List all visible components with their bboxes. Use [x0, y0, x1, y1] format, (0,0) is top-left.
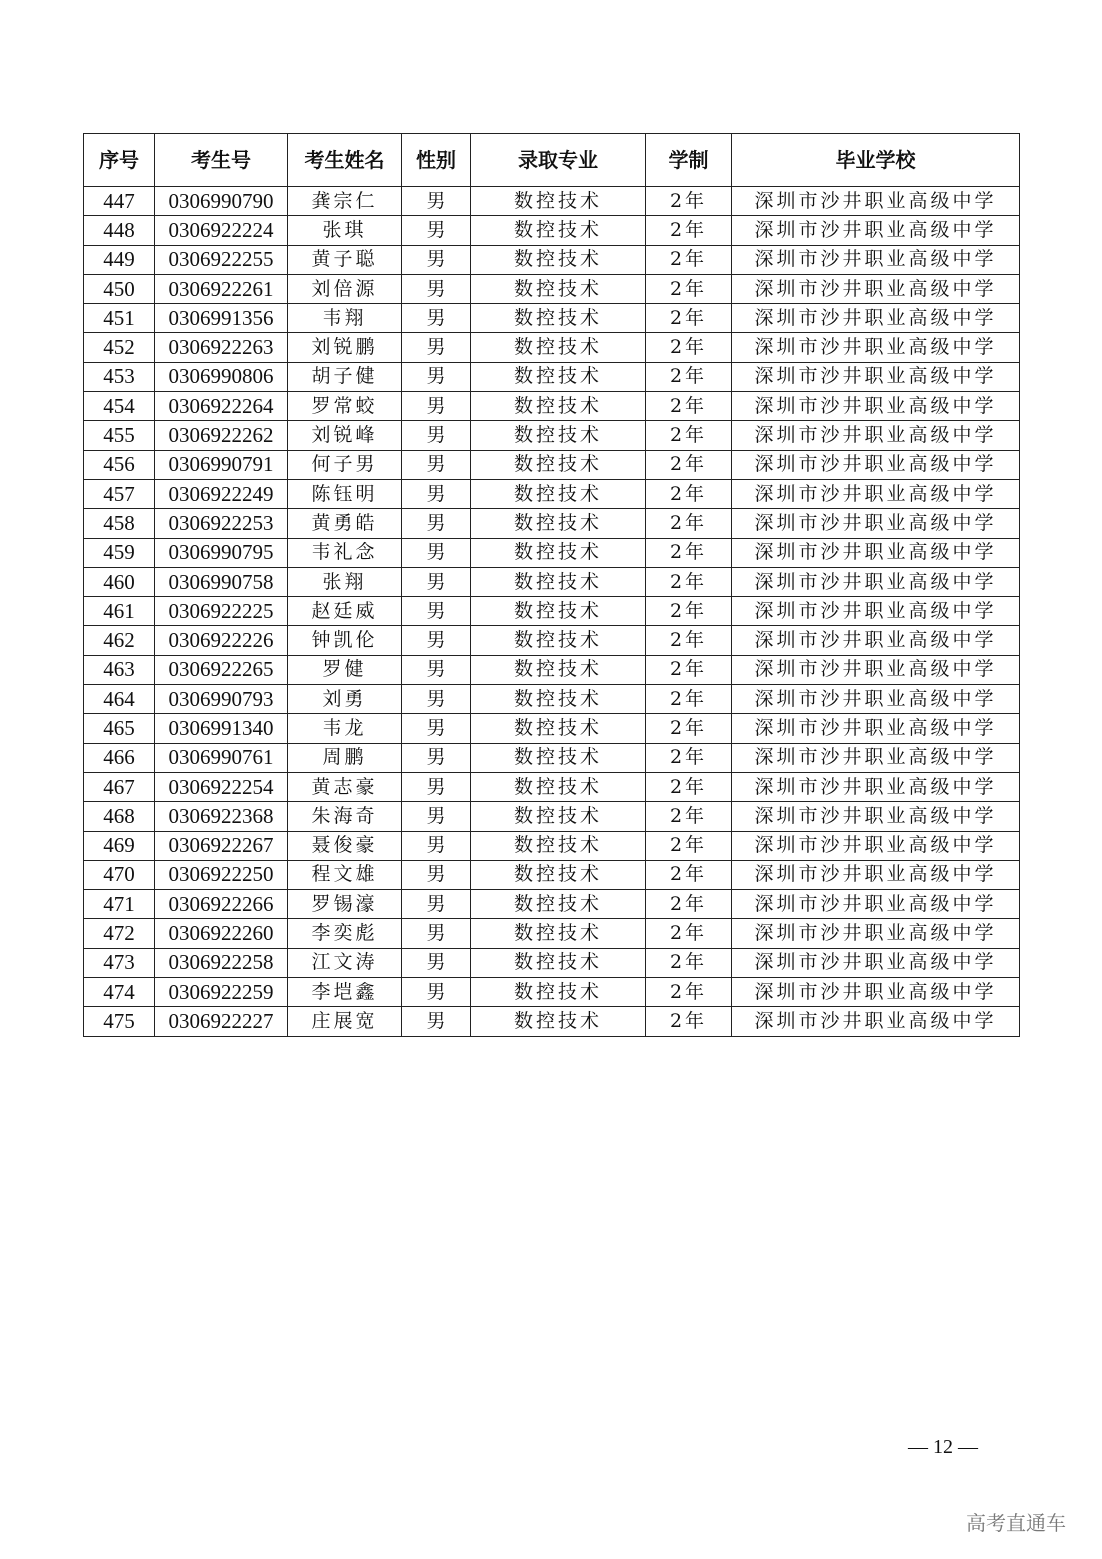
- cell-name: 刘倍源: [288, 274, 402, 303]
- cell-duration: 2年: [646, 187, 732, 216]
- cell-name: 程文雄: [288, 860, 402, 889]
- table-row: [84, 831, 1020, 860]
- table-row: [84, 1007, 1020, 1036]
- cell-name: 江文涛: [288, 948, 402, 977]
- cell-gender: 男: [402, 772, 471, 801]
- table-row: [84, 597, 1020, 626]
- cell-duration: 2年: [646, 948, 732, 977]
- cell-index: 464: [84, 685, 155, 714]
- table-row: [84, 333, 1020, 362]
- cell-school: 深圳市沙井职业高级中学: [732, 626, 1020, 655]
- table-row: [84, 860, 1020, 889]
- cell-gender: 男: [402, 597, 471, 626]
- cell-name: 韦礼念: [288, 538, 402, 567]
- cell-duration: 2年: [646, 919, 732, 948]
- cell-exam-id: 0306991340: [155, 714, 288, 743]
- cell-duration: 2年: [646, 978, 732, 1007]
- cell-name: 刘锐鹏: [288, 333, 402, 362]
- cell-name: 龚宗仁: [288, 187, 402, 216]
- cell-gender: 男: [402, 274, 471, 303]
- cell-exam-id: 0306990795: [155, 538, 288, 567]
- cell-duration: 2年: [646, 1007, 732, 1036]
- cell-duration: 2年: [646, 421, 732, 450]
- cell-index: 452: [84, 333, 155, 362]
- cell-major: 数控技术: [471, 274, 646, 303]
- cell-major: 数控技术: [471, 597, 646, 626]
- header-duration: 学制: [646, 134, 732, 187]
- cell-name: 黄子聪: [288, 245, 402, 274]
- cell-duration: 2年: [646, 743, 732, 772]
- cell-school: 深圳市沙井职业高级中学: [732, 685, 1020, 714]
- table-row: [84, 304, 1020, 333]
- cell-major: 数控技术: [471, 978, 646, 1007]
- cell-duration: 2年: [646, 538, 732, 567]
- cell-gender: 男: [402, 743, 471, 772]
- cell-index: 453: [84, 362, 155, 391]
- cell-exam-id: 0306922226: [155, 626, 288, 655]
- cell-gender: 男: [402, 802, 471, 831]
- cell-gender: 男: [402, 187, 471, 216]
- cell-gender: 男: [402, 333, 471, 362]
- cell-gender: 男: [402, 362, 471, 391]
- cell-major: 数控技术: [471, 860, 646, 889]
- cell-name: 聂俊豪: [288, 831, 402, 860]
- cell-exam-id: 0306990793: [155, 685, 288, 714]
- cell-school: 深圳市沙井职业高级中学: [732, 919, 1020, 948]
- cell-gender: 男: [402, 1007, 471, 1036]
- table-row: [84, 772, 1020, 801]
- table-row: [84, 538, 1020, 567]
- cell-duration: 2年: [646, 802, 732, 831]
- cell-school: 深圳市沙井职业高级中学: [732, 802, 1020, 831]
- cell-exam-id: 0306922259: [155, 978, 288, 1007]
- cell-school: 深圳市沙井职业高级中学: [732, 890, 1020, 919]
- table-row: [84, 978, 1020, 1007]
- cell-school: 深圳市沙井职业高级中学: [732, 304, 1020, 333]
- cell-duration: 2年: [646, 216, 732, 245]
- cell-index: 448: [84, 216, 155, 245]
- cell-gender: 男: [402, 567, 471, 596]
- table-row: [84, 421, 1020, 450]
- cell-exam-id: 0306922225: [155, 597, 288, 626]
- cell-major: 数控技术: [471, 802, 646, 831]
- cell-school: 深圳市沙井职业高级中学: [732, 421, 1020, 450]
- cell-major: 数控技术: [471, 245, 646, 274]
- cell-name: 何子男: [288, 450, 402, 479]
- cell-exam-id: 0306922261: [155, 274, 288, 303]
- cell-gender: 男: [402, 509, 471, 538]
- cell-school: 深圳市沙井职业高级中学: [732, 333, 1020, 362]
- cell-major: 数控技术: [471, 714, 646, 743]
- cell-major: 数控技术: [471, 333, 646, 362]
- table-row: [84, 919, 1020, 948]
- table-header-row: [84, 134, 1020, 187]
- cell-duration: 2年: [646, 626, 732, 655]
- cell-index: 475: [84, 1007, 155, 1036]
- header-index: 序号: [84, 134, 155, 187]
- cell-name: 朱海奇: [288, 802, 402, 831]
- table-row: [84, 743, 1020, 772]
- cell-exam-id: 0306922267: [155, 831, 288, 860]
- table-row: [84, 714, 1020, 743]
- cell-exam-id: 0306991356: [155, 304, 288, 333]
- cell-index: 472: [84, 919, 155, 948]
- cell-index: 447: [84, 187, 155, 216]
- cell-major: 数控技术: [471, 450, 646, 479]
- cell-school: 深圳市沙井职业高级中学: [732, 392, 1020, 421]
- cell-exam-id: 0306922227: [155, 1007, 288, 1036]
- cell-major: 数控技术: [471, 479, 646, 508]
- header-school: 毕业学校: [732, 134, 1020, 187]
- cell-name: 张翔: [288, 567, 402, 596]
- table-row: [84, 509, 1020, 538]
- header-gender: 性别: [402, 134, 471, 187]
- cell-exam-id: 0306990758: [155, 567, 288, 596]
- cell-index: 471: [84, 890, 155, 919]
- cell-index: 458: [84, 509, 155, 538]
- cell-duration: 2年: [646, 333, 732, 362]
- cell-major: 数控技术: [471, 655, 646, 684]
- cell-name: 庄展宽: [288, 1007, 402, 1036]
- cell-name: 刘锐峰: [288, 421, 402, 450]
- cell-school: 深圳市沙井职业高级中学: [732, 450, 1020, 479]
- cell-duration: 2年: [646, 772, 732, 801]
- cell-duration: 2年: [646, 304, 732, 333]
- cell-gender: 男: [402, 685, 471, 714]
- cell-name: 罗常蛟: [288, 392, 402, 421]
- cell-index: 470: [84, 860, 155, 889]
- cell-gender: 男: [402, 655, 471, 684]
- cell-index: 456: [84, 450, 155, 479]
- table-row: [84, 479, 1020, 508]
- cell-exam-id: 0306922255: [155, 245, 288, 274]
- cell-name: 罗健: [288, 655, 402, 684]
- cell-school: 深圳市沙井职业高级中学: [732, 1007, 1020, 1036]
- cell-gender: 男: [402, 392, 471, 421]
- cell-exam-id: 0306922250: [155, 860, 288, 889]
- table-row: [84, 567, 1020, 596]
- cell-major: 数控技术: [471, 919, 646, 948]
- cell-name: 钟凯伦: [288, 626, 402, 655]
- cell-gender: 男: [402, 714, 471, 743]
- cell-index: 454: [84, 392, 155, 421]
- cell-index: 459: [84, 538, 155, 567]
- cell-exam-id: 0306990761: [155, 743, 288, 772]
- cell-school: 深圳市沙井职业高级中学: [732, 509, 1020, 538]
- cell-exam-id: 0306922263: [155, 333, 288, 362]
- cell-exam-id: 0306922265: [155, 655, 288, 684]
- cell-school: 深圳市沙井职业高级中学: [732, 772, 1020, 801]
- cell-name: 胡子健: [288, 362, 402, 391]
- header-major: 录取专业: [471, 134, 646, 187]
- cell-name: 黄志豪: [288, 772, 402, 801]
- header-exam-id: 考生号: [155, 134, 288, 187]
- page-number: — 12 —: [908, 1436, 978, 1458]
- cell-gender: 男: [402, 421, 471, 450]
- table-row: [84, 948, 1020, 977]
- cell-major: 数控技术: [471, 392, 646, 421]
- cell-duration: 2年: [646, 509, 732, 538]
- cell-gender: 男: [402, 831, 471, 860]
- cell-exam-id: 0306990806: [155, 362, 288, 391]
- cell-major: 数控技术: [471, 772, 646, 801]
- cell-index: 450: [84, 274, 155, 303]
- cell-major: 数控技术: [471, 538, 646, 567]
- table-row: [84, 245, 1020, 274]
- cell-name: 陈钰明: [288, 479, 402, 508]
- cell-exam-id: 0306922224: [155, 216, 288, 245]
- cell-school: 深圳市沙井职业高级中学: [732, 597, 1020, 626]
- cell-major: 数控技术: [471, 216, 646, 245]
- cell-name: 黄勇皓: [288, 509, 402, 538]
- cell-school: 深圳市沙井职业高级中学: [732, 245, 1020, 274]
- table-row: [84, 362, 1020, 391]
- cell-school: 深圳市沙井职业高级中学: [732, 743, 1020, 772]
- cell-major: 数控技术: [471, 831, 646, 860]
- cell-major: 数控技术: [471, 304, 646, 333]
- cell-gender: 男: [402, 450, 471, 479]
- cell-index: 460: [84, 567, 155, 596]
- cell-index: 455: [84, 421, 155, 450]
- cell-duration: 2年: [646, 655, 732, 684]
- cell-duration: 2年: [646, 362, 732, 391]
- cell-duration: 2年: [646, 890, 732, 919]
- cell-gender: 男: [402, 538, 471, 567]
- cell-index: 463: [84, 655, 155, 684]
- cell-duration: 2年: [646, 450, 732, 479]
- table-row: [84, 655, 1020, 684]
- table-row: [84, 802, 1020, 831]
- cell-exam-id: 0306990791: [155, 450, 288, 479]
- cell-exam-id: 0306922258: [155, 948, 288, 977]
- cell-duration: 2年: [646, 567, 732, 596]
- cell-gender: 男: [402, 860, 471, 889]
- cell-gender: 男: [402, 245, 471, 274]
- cell-index: 457: [84, 479, 155, 508]
- cell-name: 韦龙: [288, 714, 402, 743]
- cell-duration: 2年: [646, 479, 732, 508]
- cell-index: 461: [84, 597, 155, 626]
- watermark: 高考直通车: [966, 1511, 1066, 1535]
- cell-school: 深圳市沙井职业高级中学: [732, 538, 1020, 567]
- cell-name: 韦翔: [288, 304, 402, 333]
- cell-major: 数控技术: [471, 509, 646, 538]
- cell-duration: 2年: [646, 597, 732, 626]
- table-row: [84, 626, 1020, 655]
- cell-school: 深圳市沙井职业高级中学: [732, 567, 1020, 596]
- table-row: [84, 392, 1020, 421]
- cell-name: 李奕彪: [288, 919, 402, 948]
- cell-index: 466: [84, 743, 155, 772]
- admission-table: [83, 133, 1020, 1037]
- cell-school: 深圳市沙井职业高级中学: [732, 831, 1020, 860]
- cell-index: 469: [84, 831, 155, 860]
- table-row: [84, 450, 1020, 479]
- cell-name: 罗锡濠: [288, 890, 402, 919]
- table-row: [84, 274, 1020, 303]
- cell-school: 深圳市沙井职业高级中学: [732, 274, 1020, 303]
- cell-duration: 2年: [646, 274, 732, 303]
- cell-major: 数控技术: [471, 948, 646, 977]
- cell-duration: 2年: [646, 245, 732, 274]
- cell-exam-id: 0306922266: [155, 890, 288, 919]
- cell-name: 张琪: [288, 216, 402, 245]
- cell-duration: 2年: [646, 714, 732, 743]
- cell-name: 李垲鑫: [288, 978, 402, 1007]
- cell-index: 474: [84, 978, 155, 1007]
- cell-exam-id: 0306922249: [155, 479, 288, 508]
- cell-major: 数控技术: [471, 567, 646, 596]
- cell-gender: 男: [402, 948, 471, 977]
- cell-gender: 男: [402, 978, 471, 1007]
- table-row: [84, 890, 1020, 919]
- cell-duration: 2年: [646, 685, 732, 714]
- cell-exam-id: 0306922254: [155, 772, 288, 801]
- cell-school: 深圳市沙井职业高级中学: [732, 978, 1020, 1007]
- cell-name: 赵廷威: [288, 597, 402, 626]
- cell-gender: 男: [402, 216, 471, 245]
- cell-school: 深圳市沙井职业高级中学: [732, 362, 1020, 391]
- cell-school: 深圳市沙井职业高级中学: [732, 948, 1020, 977]
- cell-index: 465: [84, 714, 155, 743]
- cell-major: 数控技术: [471, 1007, 646, 1036]
- cell-index: 451: [84, 304, 155, 333]
- cell-exam-id: 0306922264: [155, 392, 288, 421]
- cell-exam-id: 0306922262: [155, 421, 288, 450]
- cell-school: 深圳市沙井职业高级中学: [732, 860, 1020, 889]
- cell-duration: 2年: [646, 392, 732, 421]
- cell-gender: 男: [402, 626, 471, 655]
- cell-school: 深圳市沙井职业高级中学: [732, 479, 1020, 508]
- cell-major: 数控技术: [471, 626, 646, 655]
- table-row: [84, 216, 1020, 245]
- cell-gender: 男: [402, 919, 471, 948]
- cell-major: 数控技术: [471, 187, 646, 216]
- cell-gender: 男: [402, 304, 471, 333]
- cell-index: 473: [84, 948, 155, 977]
- cell-duration: 2年: [646, 860, 732, 889]
- cell-index: 462: [84, 626, 155, 655]
- cell-name: 周鹏: [288, 743, 402, 772]
- cell-major: 数控技术: [471, 890, 646, 919]
- cell-exam-id: 0306990790: [155, 187, 288, 216]
- cell-index: 468: [84, 802, 155, 831]
- cell-school: 深圳市沙井职业高级中学: [732, 216, 1020, 245]
- cell-school: 深圳市沙井职业高级中学: [732, 714, 1020, 743]
- cell-exam-id: 0306922368: [155, 802, 288, 831]
- cell-gender: 男: [402, 479, 471, 508]
- cell-major: 数控技术: [471, 421, 646, 450]
- cell-duration: 2年: [646, 831, 732, 860]
- header-name: 考生姓名: [288, 134, 402, 187]
- cell-index: 467: [84, 772, 155, 801]
- cell-gender: 男: [402, 890, 471, 919]
- cell-exam-id: 0306922253: [155, 509, 288, 538]
- cell-school: 深圳市沙井职业高级中学: [732, 187, 1020, 216]
- cell-index: 449: [84, 245, 155, 274]
- cell-school: 深圳市沙井职业高级中学: [732, 655, 1020, 684]
- cell-exam-id: 0306922260: [155, 919, 288, 948]
- cell-major: 数控技术: [471, 362, 646, 391]
- cell-name: 刘勇: [288, 685, 402, 714]
- table-row: [84, 187, 1020, 216]
- cell-major: 数控技术: [471, 685, 646, 714]
- cell-major: 数控技术: [471, 743, 646, 772]
- table-row: [84, 685, 1020, 714]
